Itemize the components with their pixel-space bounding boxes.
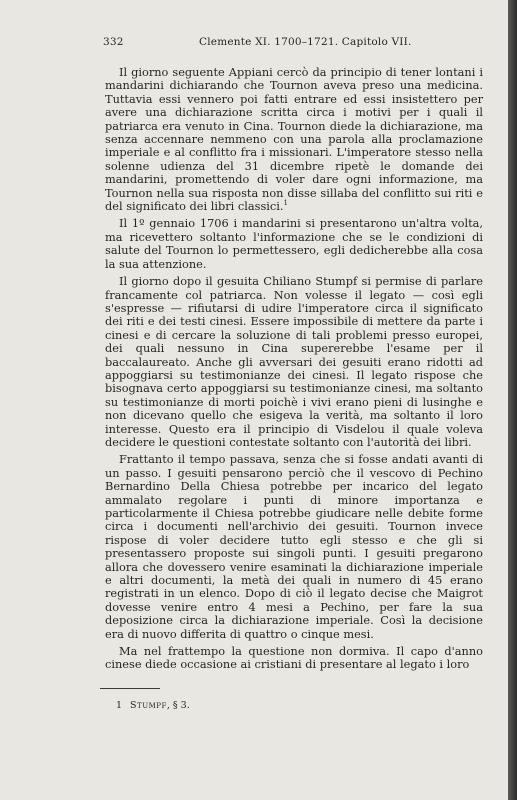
footnote-mark: 1: [116, 700, 123, 711]
page-number: 332: [103, 36, 124, 48]
footnote-ref-text: , § 3.: [166, 700, 190, 711]
paragraph: Il 1º gennaio 1706 i mandarini si presentarono un'altra volta, ma ricevettero soltanto l'informazione che se le condizioni di salute del Tournon lo permettessero, egli dedicherebbe alla cosa la sua attenzione.: [105, 216, 483, 271]
body-text: [105, 66, 483, 676]
footnote-divider: [100, 688, 160, 689]
paragraph: Frattanto il tempo passava, senza che si fosse andati avanti di un passo. I gesuiti pensarono perciò che il vescovo di Pechino Bernardino Della Chiesa potrebbe per incarico del legato ammalato regolare i punti di minore importanza e particolarmente il Chiesa potrebbe giudicare nelle debite forme circa i documenti nell'archivio dei gesuiti. Tournon invece rispose di voler decidere tutto egli stesso e che gli si presentassero proposte sui singoli punti. I gesuiti pregarono allora che dovessero venire esaminati la dichiarazione imperiale e altri documenti, la metà dei quali in numero di 45 erano registrati in un elenco. Dopo di ciò il legato decise che Maigrot dovesse venire entro 4 mesi a Pechino, per fare la sua deposizione circa la dichiarazione imperiale. Così la decisione era di nuovo differita di quattro o cinque mesi.: [105, 452, 483, 641]
paragraph: Il giorno seguente Appiani cercò da principio di tener lontani i mandarini dichiarando che Tournon aveva preso una medicina. Tuttavia essi vennero poi fatti entrare ed essi insistettero per avere una dichiarazione scritta circa i motivi per i quali il patriarca era venuto in Cina. Tournon diede la dichiarazione, ma senza accennare nemmeno con una parola alla proclamazione imperiale e al conflitto fra i missionari. L'imperatore stesso nella solenne udienza del 31 dicembre ripetè le domande dei mandarini, promettendo di voler dare ogni informazione, ma Tournon nella sua risposta non disse sillaba del conflitto sui riti e del significato dei libri classici.$^1$: [105, 65, 483, 214]
page-edge-shadow: [508, 0, 517, 800]
paragraph: Ma nel frattempo la questione non dormiva. Il capo d'anno cinese diede occasione ai cristiani di presentare al legato i loro: [105, 644, 483, 672]
footnote-ref: 1: [283, 199, 288, 208]
footnote: [116, 700, 190, 711]
paragraph: Il giorno dopo il gesuita Chiliano Stumpf si permise di parlare francamente col patriarca. Non volesse il legato — così egli s'espresse — rifiutarsi di udire l'imperatore circa il significato dei riti e dei testi cinesi. Essere impossibile di mettere da parte i cinesi e di cercare la soluzione di tali problemi presso europei, dei quali nessuno in Cina supererebbe l'esame per il baccalaureato. Anche gli avversari dei gesuiti erano ridotti ad appoggiarsi su testimonianze dei cinesi. Il legato rispose che bisognava certo appoggiarsi su testimonianze cinesi, ma soltanto su testimonianze di morti poichè i vivi erano pieni di lusinghe e non dicevano quello che esigeva la verità, ma soltanto il loro interesse. Questo era il principio di Visdelou il quale voleva decidere le questioni contestate soltanto con l'autorità dei libri.: [105, 274, 483, 449]
footnote-author: Stumpf: [130, 700, 167, 711]
running-head: Clemente XI. 1700–1721. Capitolo VII.: [199, 36, 412, 48]
